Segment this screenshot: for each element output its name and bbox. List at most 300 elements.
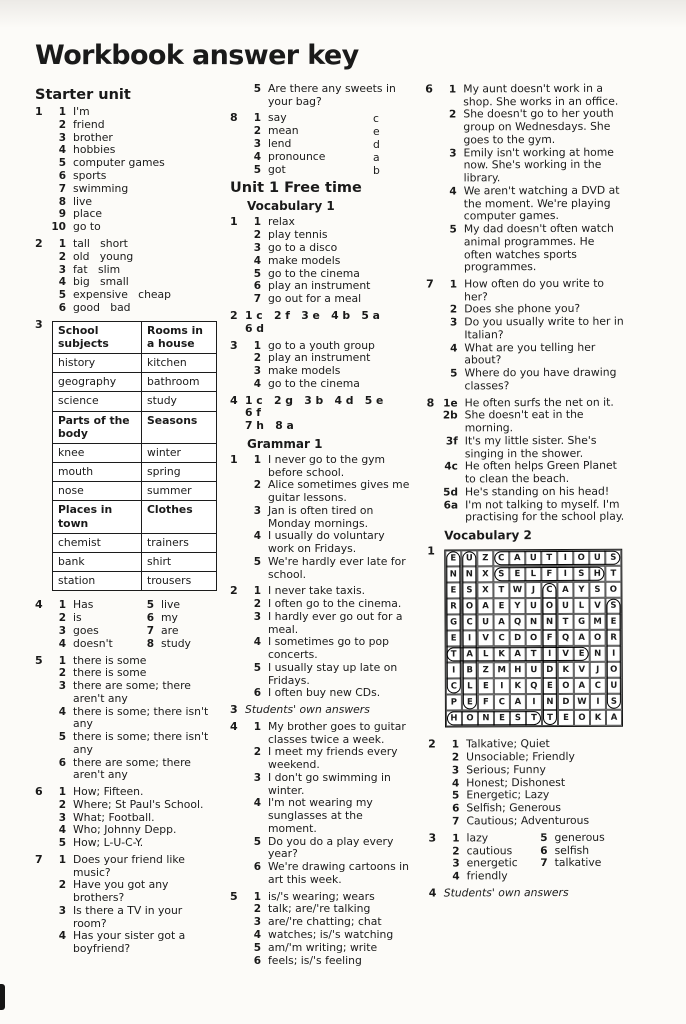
item-text: there is some; there isn't any <box>73 730 212 756</box>
item-number: 1 <box>253 890 261 903</box>
grid-cell: T <box>493 582 509 598</box>
answer-item <box>531 832 604 845</box>
answer-item <box>441 277 678 304</box>
item-number: 2 <box>253 598 261 611</box>
item-number: 2 <box>253 229 261 242</box>
item-text: talk; are/'re talking <box>268 902 371 916</box>
item-text: are <box>161 623 179 637</box>
grid-cell: I <box>557 566 573 582</box>
item-number: 3 <box>58 680 66 693</box>
item-text: energetic <box>466 856 518 870</box>
exercise <box>230 310 414 335</box>
item-text: We're hardly ever late for school. <box>268 554 410 581</box>
item-number: 5 <box>451 789 460 802</box>
grid-cell: F <box>478 694 494 710</box>
exercise-body <box>50 655 217 782</box>
grid-cell: L <box>525 566 541 582</box>
grid-cell: T <box>541 550 557 566</box>
item-number: 7 <box>253 293 261 306</box>
item-number: 4c <box>444 460 458 473</box>
item-text: tall short <box>73 236 128 250</box>
answer-item <box>442 434 679 461</box>
item-number: 8 <box>146 637 154 650</box>
scan-mark-left-edge <box>0 984 5 1010</box>
table-row <box>53 411 217 443</box>
item-text: How; Fifteen. <box>73 784 144 798</box>
grid-cell: B <box>462 662 478 678</box>
item-text: watches; is/'s watching <box>268 927 394 941</box>
item-number: 5 <box>449 223 457 236</box>
item-number: 3 <box>253 242 261 255</box>
exercise-number: 8 <box>426 396 435 410</box>
answer-item <box>245 365 414 378</box>
answer-item <box>245 611 414 636</box>
item-text: computer games <box>73 156 165 170</box>
item-text: live <box>73 194 93 208</box>
grid-cell: A <box>477 598 493 614</box>
exercise-body <box>245 112 414 176</box>
grid-cell: E <box>462 694 478 710</box>
item-number: 6 <box>58 301 66 314</box>
item-number: 1 <box>253 453 261 466</box>
exercise-body <box>245 585 414 700</box>
exercise-number: 7 <box>35 852 43 866</box>
item-text: Have you got any brothers? <box>73 878 172 905</box>
item-text: talkative <box>554 856 602 870</box>
item-number: 5 <box>146 599 154 612</box>
item-text: live <box>161 598 181 612</box>
exercise-body <box>245 310 414 335</box>
item-text: sports <box>73 168 107 182</box>
grid-cell: A <box>574 630 590 646</box>
item-number: 4 <box>58 637 66 650</box>
item-number: 4 <box>58 824 66 837</box>
grid-cell: C <box>590 678 606 694</box>
exercise-body <box>50 238 217 315</box>
item-text: I never take taxis. <box>268 584 366 598</box>
table-cell: Rooms in a house <box>142 321 217 353</box>
table-cell: trousers <box>142 572 217 591</box>
answer-item <box>245 836 414 861</box>
grid-cell: E <box>574 646 590 662</box>
item-number: 5 <box>253 555 261 568</box>
grid-cell: M <box>590 614 606 630</box>
exercise-body <box>50 319 217 596</box>
table-cell: station <box>53 572 142 591</box>
item-text: I don't go swimming in winter. <box>268 770 395 797</box>
table-cell: summer <box>142 482 217 501</box>
grid-cell: E <box>606 614 622 630</box>
column-2 <box>230 83 414 971</box>
item-text: hobbies <box>73 143 116 157</box>
grid-cell: A <box>462 646 478 662</box>
answer-item <box>50 680 217 705</box>
grid-cell: U <box>606 678 622 694</box>
table-row <box>53 392 217 411</box>
answer-item <box>245 929 414 942</box>
item-number: 1 <box>449 278 458 291</box>
answer-item <box>442 460 679 487</box>
grid-cell: I <box>446 663 462 679</box>
grid-cell: C <box>494 630 510 646</box>
grid-cell: A <box>574 678 590 694</box>
answer-item <box>50 731 217 756</box>
answer-item <box>245 797 414 835</box>
item-text: are/'re chatting; chat <box>268 915 382 929</box>
table-cell: Seasons <box>142 411 217 443</box>
item-text: lend <box>268 137 292 151</box>
grid-cell: E <box>493 598 509 614</box>
item-number: 1 <box>253 216 261 229</box>
answer-item <box>245 395 414 420</box>
item-number: 1 <box>58 853 66 866</box>
item-text: I'm not wearing my sunglasses at the moment. <box>268 796 377 835</box>
table-cell: knee <box>53 443 142 462</box>
item-number: 3 <box>452 857 460 870</box>
answer-item <box>50 786 217 799</box>
grid-cell: A <box>494 614 510 630</box>
grid-cell: Y <box>509 598 525 614</box>
grid-cell: O <box>541 598 557 614</box>
grid-cell: A <box>557 582 573 598</box>
table-cell: nose <box>53 482 142 501</box>
found-word-outline <box>462 551 477 709</box>
item-text: goes <box>73 623 99 637</box>
grid-cell: D <box>510 630 526 646</box>
answer-letter: b <box>373 163 380 177</box>
exercise <box>230 340 414 391</box>
answer-item <box>245 479 414 504</box>
answer-item <box>245 746 414 771</box>
item-text: expensive cheap <box>73 288 172 302</box>
wordsearch-grid <box>444 549 623 728</box>
item-text: brother <box>73 130 113 144</box>
table-row <box>53 373 217 392</box>
exercise-number: 1 <box>427 544 435 558</box>
item-text: lazy <box>466 831 489 845</box>
item-text: go to a youth group <box>268 338 375 352</box>
grid-cell: E <box>445 551 461 567</box>
exercise-number: 6 <box>425 82 433 96</box>
item-text: there are some; there aren't any <box>73 755 195 782</box>
exercise <box>230 721 414 887</box>
item-text: relax <box>268 215 295 229</box>
item-text: swimming <box>73 181 129 195</box>
item-text: go out for a meal <box>268 292 362 306</box>
item-number: 5 <box>58 837 66 850</box>
item-number: 4 <box>253 928 261 941</box>
answer-item <box>245 861 414 886</box>
grid-cell: X <box>477 566 493 582</box>
item-text: I'm <box>73 105 90 118</box>
table-cell: bathroom <box>142 373 217 392</box>
grid-cell: T <box>558 614 574 630</box>
grid-cell: O <box>574 710 590 726</box>
item-number: 5 <box>253 83 261 95</box>
grid-cell: I <box>590 694 606 710</box>
grid-cell: T <box>446 647 462 663</box>
found-word-outline <box>606 598 620 708</box>
exercise <box>35 854 217 956</box>
item-number: 2 <box>449 303 458 316</box>
grid-cell: G <box>574 614 590 630</box>
item-text: selfish <box>554 843 590 857</box>
grid-cell: V <box>478 630 494 646</box>
table-cell: Parts of the body <box>53 411 142 443</box>
grid-cell: R <box>445 599 461 615</box>
table-cell: mouth <box>53 463 142 482</box>
exercise-number: 4 <box>230 393 238 407</box>
answer-item <box>245 151 414 164</box>
item-text: play an instrument <box>268 351 371 365</box>
grid-cell: X <box>477 582 493 598</box>
table-cell: science <box>53 392 142 411</box>
grid-cell: Y <box>573 582 589 598</box>
item-number: 2 <box>452 844 460 857</box>
table-cell: study <box>142 392 217 411</box>
item-text: go to <box>73 220 101 234</box>
exercise <box>230 112 414 176</box>
item-number: 4 <box>58 144 66 157</box>
exercise-body <box>443 831 680 883</box>
item-number: 1 <box>253 585 261 598</box>
grid-cell: O <box>461 598 477 614</box>
item-number: 5d <box>443 486 459 499</box>
answer-item <box>50 905 217 930</box>
answer-item <box>50 638 138 651</box>
answer-item <box>138 612 191 625</box>
exercise-body <box>245 340 414 391</box>
item-number: 6 <box>253 687 261 700</box>
found-word-outline <box>446 551 461 693</box>
item-text: go to the cinema <box>268 266 360 280</box>
item-number: 3 <box>58 624 66 637</box>
item-number: 4 <box>451 776 460 789</box>
exercise-number: 4 <box>35 598 43 612</box>
item-text: is <box>73 611 82 625</box>
item-number: 2 <box>253 479 261 492</box>
answer-item <box>245 530 414 555</box>
answer-item <box>50 854 217 879</box>
exercise-number: 3 <box>230 338 238 352</box>
grid-cell: F <box>542 630 558 646</box>
grid-cell: Q <box>526 678 542 694</box>
item-text: 6 d <box>245 321 264 335</box>
answer-item <box>50 251 217 264</box>
item-number: 1 <box>58 785 66 798</box>
item-number: 5 <box>253 835 261 848</box>
item-text: Where do you have drawing classes? <box>464 365 620 393</box>
answer-item <box>50 106 217 119</box>
grid-cell: O <box>462 710 478 726</box>
grid-cell: J <box>525 582 541 598</box>
answer-item <box>245 164 414 177</box>
item-number: 6 <box>58 169 66 182</box>
grid-cell: U <box>526 662 542 678</box>
answer-item <box>138 625 191 638</box>
exercise-body <box>245 454 414 581</box>
grid-cell: V <box>574 662 590 678</box>
item-text: make models <box>268 253 341 267</box>
item-number: 2b <box>442 409 458 422</box>
scan-shadow-top <box>0 0 686 28</box>
grid-cell: U <box>478 614 494 630</box>
exercise-number: 8 <box>230 111 238 125</box>
exercise <box>425 82 678 274</box>
item-text: study <box>161 636 191 650</box>
grid-cell: T <box>526 710 542 726</box>
item-text: My aunt doesn't work in a shop. She works in an office. <box>463 81 619 109</box>
answer-item <box>50 757 217 782</box>
table-cell: geography <box>53 373 142 392</box>
answer-item <box>245 662 414 687</box>
item-text: Does she phone you? <box>464 302 581 316</box>
exercise <box>35 319 217 596</box>
item-number: 4 <box>452 870 460 883</box>
grid-cell: O <box>558 678 574 694</box>
item-text: Serious; Funny <box>466 762 546 777</box>
section-heading: Unit 1 Free time <box>230 180 362 197</box>
grid-cell: K <box>558 662 574 678</box>
grid-cell: N <box>542 694 558 710</box>
item-text: He often helps Green Planet to clean the beach. <box>464 459 621 486</box>
item-text: I sometimes go to pop concerts. <box>268 635 393 662</box>
grid-cell: O <box>526 630 542 646</box>
item-number: 2 <box>58 612 66 625</box>
item-text: I often go to the cinema. <box>268 597 402 611</box>
grid-cell: H <box>589 566 605 582</box>
exercise-body <box>441 277 678 393</box>
item-number: 2 <box>253 352 261 365</box>
item-text: there is some <box>73 653 147 667</box>
answer-item <box>532 857 605 870</box>
item-text: generous <box>554 830 605 844</box>
item-text: am/'m writing; write <box>268 940 378 954</box>
page-title: Workbook answer key <box>35 40 359 71</box>
item-number: 3 <box>253 771 261 784</box>
grid-cell: N <box>445 567 461 583</box>
item-text: old young <box>73 249 134 263</box>
grid-cell: D <box>542 662 558 678</box>
item-text: play tennis <box>268 228 328 242</box>
answer-item <box>245 420 414 433</box>
item-number: 5 <box>58 731 66 744</box>
item-text: What are you telling her about? <box>464 340 599 367</box>
item-text: go to a disco <box>268 241 338 255</box>
grid-cell: Z <box>477 550 493 566</box>
left-items <box>443 832 531 884</box>
answer-item <box>245 772 414 797</box>
grid-cell: G <box>446 615 462 631</box>
item-number: 2 <box>253 746 261 759</box>
item-text: Jan is often tired on Monday mornings. <box>268 503 377 530</box>
table-row <box>53 443 217 462</box>
item-number: 5 <box>253 941 261 954</box>
section-heading: Vocabulary 1 <box>247 199 335 214</box>
found-word-outline <box>446 711 540 725</box>
exercise <box>230 704 414 717</box>
item-number: 1 <box>58 237 66 250</box>
answer-item <box>443 763 680 777</box>
answer-item <box>245 942 414 955</box>
answer-item <box>441 223 678 275</box>
answer-item <box>245 704 414 717</box>
grid-cell: U <box>557 598 573 614</box>
answer-item <box>245 310 414 323</box>
item-text: I'm not talking to myself. I'm practising for the school play. <box>465 497 625 524</box>
exercise-number: 2 <box>230 309 238 323</box>
answer-item <box>441 184 678 223</box>
grid-cell: A <box>510 646 526 662</box>
grid-cell: C <box>493 550 509 566</box>
answer-item <box>440 146 677 185</box>
exercise <box>230 454 414 581</box>
exercise <box>35 238 217 315</box>
answer-item <box>444 870 532 883</box>
item-number: 1 <box>452 832 460 845</box>
grid-cell: T <box>605 566 621 582</box>
item-number: 9 <box>58 208 66 221</box>
grid-cell: S <box>461 582 477 598</box>
grid-cell: U <box>461 550 477 566</box>
exercise <box>429 886 681 900</box>
answer-item <box>138 638 191 651</box>
item-number: 1 <box>451 738 460 751</box>
table-row <box>53 552 217 571</box>
answer-item <box>50 238 217 251</box>
item-text: How; L-U-C-Y. <box>73 836 144 850</box>
grid-cell: E <box>445 583 461 599</box>
grid-cell: S <box>589 582 605 598</box>
found-word-outline <box>494 566 604 580</box>
exercise-number <box>230 83 245 108</box>
item-text: there is some; there isn't any <box>73 704 212 731</box>
answer-item <box>442 409 679 436</box>
grid-cell: E <box>478 678 494 694</box>
answer-item <box>441 367 678 394</box>
exercise <box>35 599 217 650</box>
item-number: 1 <box>448 83 457 96</box>
exercise-body <box>245 704 414 717</box>
answer-item <box>50 706 217 731</box>
item-text: I usually do voluntary work on Fridays. <box>268 529 389 556</box>
table-cell: spring <box>142 463 217 482</box>
exercise-number: 2 <box>428 737 436 751</box>
item-number: 7 <box>452 815 460 828</box>
item-text: feels; is/'s feeling <box>268 953 362 967</box>
item-number: 5 <box>253 267 261 280</box>
item-text: Do you do a play every year? <box>268 834 397 861</box>
answer-item <box>50 879 217 904</box>
table-row <box>53 482 217 501</box>
grid-cell: C <box>446 679 462 695</box>
grid-cell: E <box>509 566 525 582</box>
grid-cell: I <box>526 694 542 710</box>
grid-cell: L <box>462 678 478 694</box>
item-text: Has <box>73 598 94 612</box>
answer-item <box>440 82 677 109</box>
item-number: 3 <box>253 138 261 151</box>
exercise-number: 5 <box>230 889 238 903</box>
exercise-number: 5 <box>35 653 43 667</box>
grid-cell: C <box>494 694 510 710</box>
answer-item <box>245 598 414 611</box>
column-3 <box>425 82 681 904</box>
item-text: Do you usually write to her in Italian? <box>464 314 628 342</box>
exercise <box>230 585 414 700</box>
item-text: Cautious; Adventurous <box>466 813 590 828</box>
item-number: 3 <box>58 263 66 276</box>
